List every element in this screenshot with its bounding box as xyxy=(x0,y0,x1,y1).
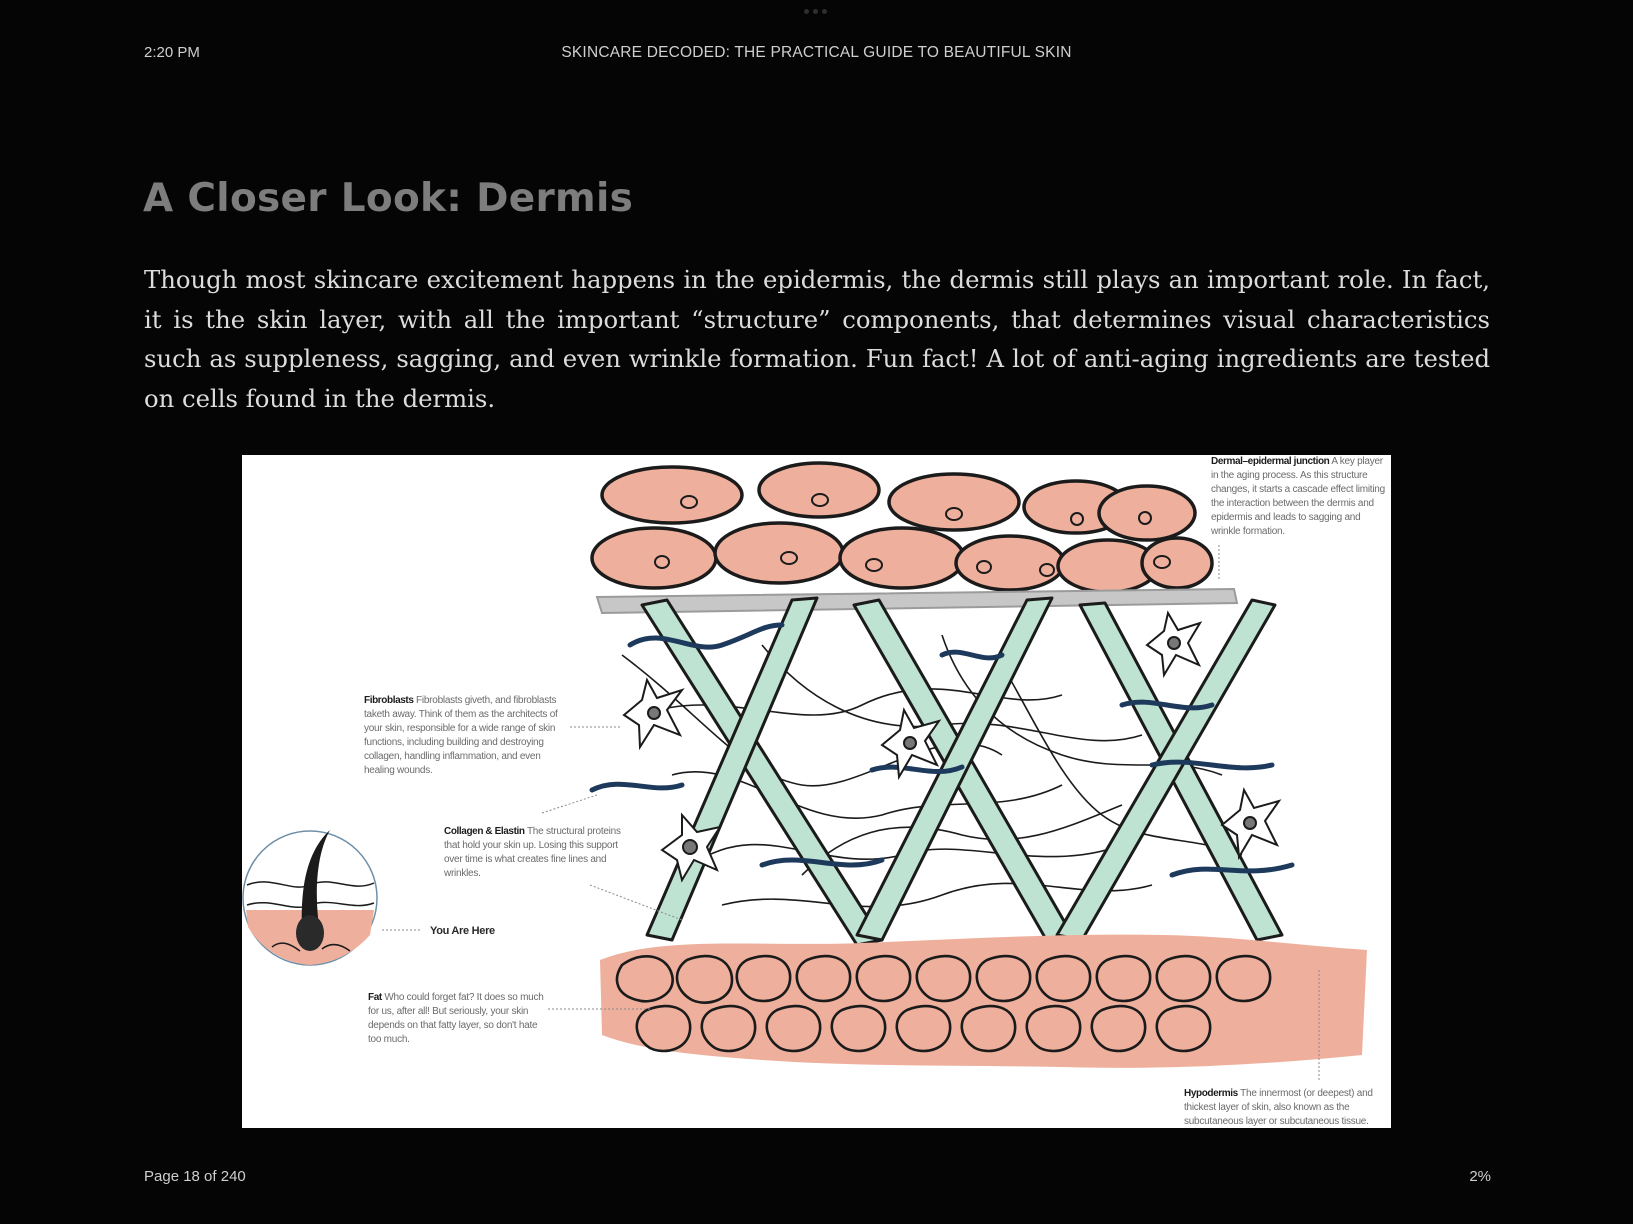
hypodermis-caption: Hypodermis The innermost (or deepest) and thickest layer of skin, also known as the subcutaneous layer or subcutaneous tissue. xyxy=(1184,1088,1373,1127)
book-title: SKINCARE DECODED: THE PRACTICAL GUIDE TO BEAUTIFUL SKIN xyxy=(561,44,1072,61)
page-indicator: Page 18 of 240 xyxy=(144,1168,246,1185)
dermal-epidermal-junction-caption: Dermal–epidermal junction A key player in the aging process. As this structure changes, it starts a cascade effect limiting the interaction between the dermis and epidermis and leads to sagging and wrinkle formation. xyxy=(1211,456,1385,537)
fibroblasts-caption: Fibroblasts Fibroblasts giveth, and fibroblasts taketh away. Think of them as the architects of your skin, responsible for a wide range of skin functions, including building and destroying collagen, handling inflammation, and even healing wounds. xyxy=(364,695,558,776)
clock: 2:20 PM xyxy=(144,44,200,61)
epidermis-cells xyxy=(592,463,1212,592)
fat-caption: Fat Who could forget fat? It does so much for us, after all! But seriously, your skin depends on that fatty layer, so don't hate too much. xyxy=(368,992,544,1045)
chapter-title: A Closer Look: Dermis xyxy=(143,176,634,221)
body-paragraph: Though most skincare excitement happens in the epidermis, the dermis still plays an important role. In fact, it is the skin layer, with all the important “structure” components, that determines visual characteristics such as suppleness, sagging, and even wrinkle formation. Fun fact! A lot of anti-aging ingredients are tested on cells found in the dermis. xyxy=(144,265,1490,413)
collagen-elastin-caption: Collagen & Elastin The structural proteins that hold your skin up. Losing this support over time is what creates fine lines and wrinkles. xyxy=(444,826,621,879)
dermis-illustration xyxy=(242,455,1391,1128)
basement-membrane xyxy=(597,589,1237,613)
reading-progress: 2% xyxy=(1469,1168,1491,1185)
window-drag-handle[interactable] xyxy=(804,9,827,14)
you-are-here-magnifier xyxy=(243,830,377,965)
you-are-here-label: You Are Here xyxy=(430,925,495,937)
